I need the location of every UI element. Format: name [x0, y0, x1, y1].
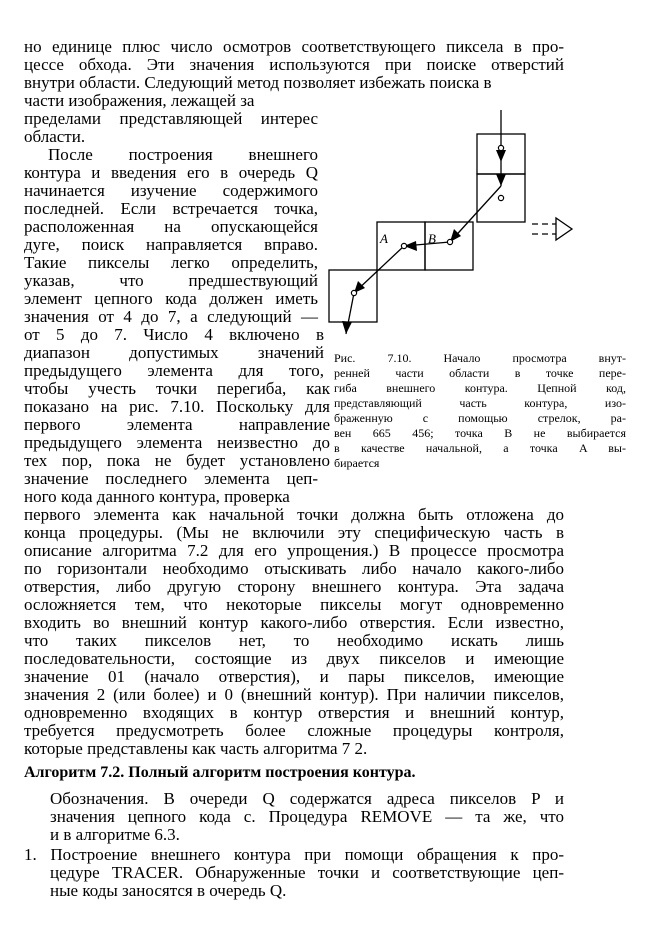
- text-line-bottom-6: осложняется тем, что некоторые пикселы могут одновременно: [24, 595, 564, 614]
- caption-line-8: бирается: [334, 456, 380, 470]
- caption-line-5: браженную с помощью стрелок, ра-: [334, 411, 626, 425]
- notation-line-1: Обозначения. В очереди Q содержатся адреса пикселов P и: [50, 789, 564, 808]
- text-line-left-17: чтобы учесть точки перегиба, как: [24, 379, 330, 398]
- text-line-left-4: После построения внешнего: [48, 145, 318, 164]
- figure-7-10: [318, 100, 578, 345]
- step1-line-1: 1. Построение внешнего контура при помощи обращения к про-: [24, 845, 564, 864]
- text-line-left-14: от 5 до 7. Число 4 включено в: [24, 325, 324, 344]
- text-line-bottom-13: требуется предусмотреть более сложные процедуры контроля,: [24, 721, 564, 740]
- text-line-left-20: предыдущего элемента неизвестно до: [24, 433, 330, 452]
- text-line-left-7: последней. Если встречается точка,: [24, 199, 318, 218]
- notation-line-3: и в алгоритме 6.3.: [50, 825, 180, 844]
- text-line-bottom-14: которые представлены как часть алгоритма 7 2.: [24, 739, 368, 758]
- text-line-bottom-9: последовательности, состоящие из двух пикселов и имеющие: [24, 649, 564, 668]
- figure-node: [401, 243, 406, 248]
- text-line-left-11: указав, что предшествующий: [24, 271, 318, 290]
- text-line-bottom-5: отверстия, либо другую сторону внешнего контура. Эта задача: [24, 577, 564, 596]
- text-line-left-15: диапазон допустимых значений: [24, 343, 324, 362]
- caption-line-6: вен 665 456; точка B не выбирается: [334, 426, 626, 440]
- figure-node: [498, 195, 503, 200]
- text-line-left-5: контура и введения его в очередь Q: [24, 163, 318, 182]
- figure-pixel: [425, 222, 473, 270]
- figure-node: [351, 290, 356, 295]
- text-line-bottom-11: значения 2 (или более) и 0 (внешний контур). При наличии пикселов,: [24, 685, 564, 704]
- text-line-bottom-10: значение 01 (начало отверстия), и пары пикселов, имеющие: [24, 667, 564, 686]
- text-line-bottom-4: по горизонтали необходимо отыскивать либо начало какого-либо: [24, 559, 564, 578]
- text-line-left-8: расположенная на опускающейся: [24, 217, 318, 236]
- text-line-left-19: первого элемента направление: [24, 415, 330, 434]
- text-line-left-18: показано на рис. 7.10. Поскольку для: [24, 397, 330, 416]
- text-line-3: внутри области. Следующий метод позволяет избежать поиска в: [24, 73, 492, 92]
- text-line-left-3: области.: [24, 127, 86, 146]
- caption-line-1: Рис. 7.10. Начало просмотра внут-: [334, 351, 626, 365]
- text-line-left-2: пределами представляющей интерес: [24, 109, 318, 128]
- text-line-left-23: ного кода данного контура, проверка: [24, 487, 290, 506]
- caption-line-2: ренней части области в точке пере-: [334, 366, 626, 380]
- figure-label-b: B: [428, 231, 436, 246]
- text-line-left-13: значения от 4 до 7, а следующий —: [24, 307, 318, 326]
- text-line-left-21: тех пор, пока не будет установлено: [24, 451, 330, 470]
- caption-line-4: представляющий часть контура, изо-: [334, 396, 626, 410]
- text-line-left-10: Такие пикселы легко определить,: [24, 253, 318, 272]
- text-line-bottom-1: первого элемента как начальной точки должна быть отложена до: [24, 505, 564, 524]
- caption-line-7: в качестве начальной, а точка A вы-: [334, 441, 626, 455]
- text-line-left-16: предыдущего элемента для того,: [24, 361, 324, 380]
- text-line-left-6: начинается изучение содержимого: [24, 181, 318, 200]
- text-line-1: но единице плюс число осмотров соответствующего пиксела в про-: [24, 37, 564, 56]
- step1-line-3: ные коды заносятся в очередь Q.: [50, 881, 287, 900]
- text-line-left-12: элемент цепного кода должен иметь: [24, 289, 318, 308]
- algorithm-heading: Алгоритм 7.2. Полный алгоритм построения контура.: [24, 764, 416, 781]
- caption-line-3: гиба внешнего контура. Цепной код,: [334, 381, 626, 395]
- text-line-bottom-7: входить во внешний контур какого-либо отверстия. Если известно,: [24, 613, 564, 632]
- figure-label-a: A: [380, 231, 388, 246]
- figure-node: [447, 239, 452, 244]
- text-line-bottom-2: конца процедуры. (Мы не включили эту специфическую часть в: [24, 523, 564, 542]
- text-line-bottom-8: что таких пикселов нет, то необходимо искать лишь: [24, 631, 564, 650]
- text-line-bottom-12: одновременно входящих в контур отверстия и внешний контур,: [24, 703, 564, 722]
- text-line-left-1: части изображения, лежащей за: [24, 91, 255, 110]
- step1-line-2: цедуре TRACER. Обнаруженные точки и соответствующие цеп-: [50, 863, 564, 882]
- text-line-2: цессе обхода. Эти значения используются при поиске отверстий: [24, 55, 564, 74]
- text-line-left-9: дуге, поиск направляется вправо.: [24, 235, 318, 254]
- notation-line-2: значения цепного кода c. Процедура REMOVE — та же, что: [50, 807, 564, 826]
- figure-node: [498, 145, 503, 150]
- text-line-bottom-3: описание алгоритма 7.2 для его упрощения.) В процессе просмотра: [24, 541, 564, 560]
- text-line-left-22: значение последнего элемента цеп-: [24, 469, 318, 488]
